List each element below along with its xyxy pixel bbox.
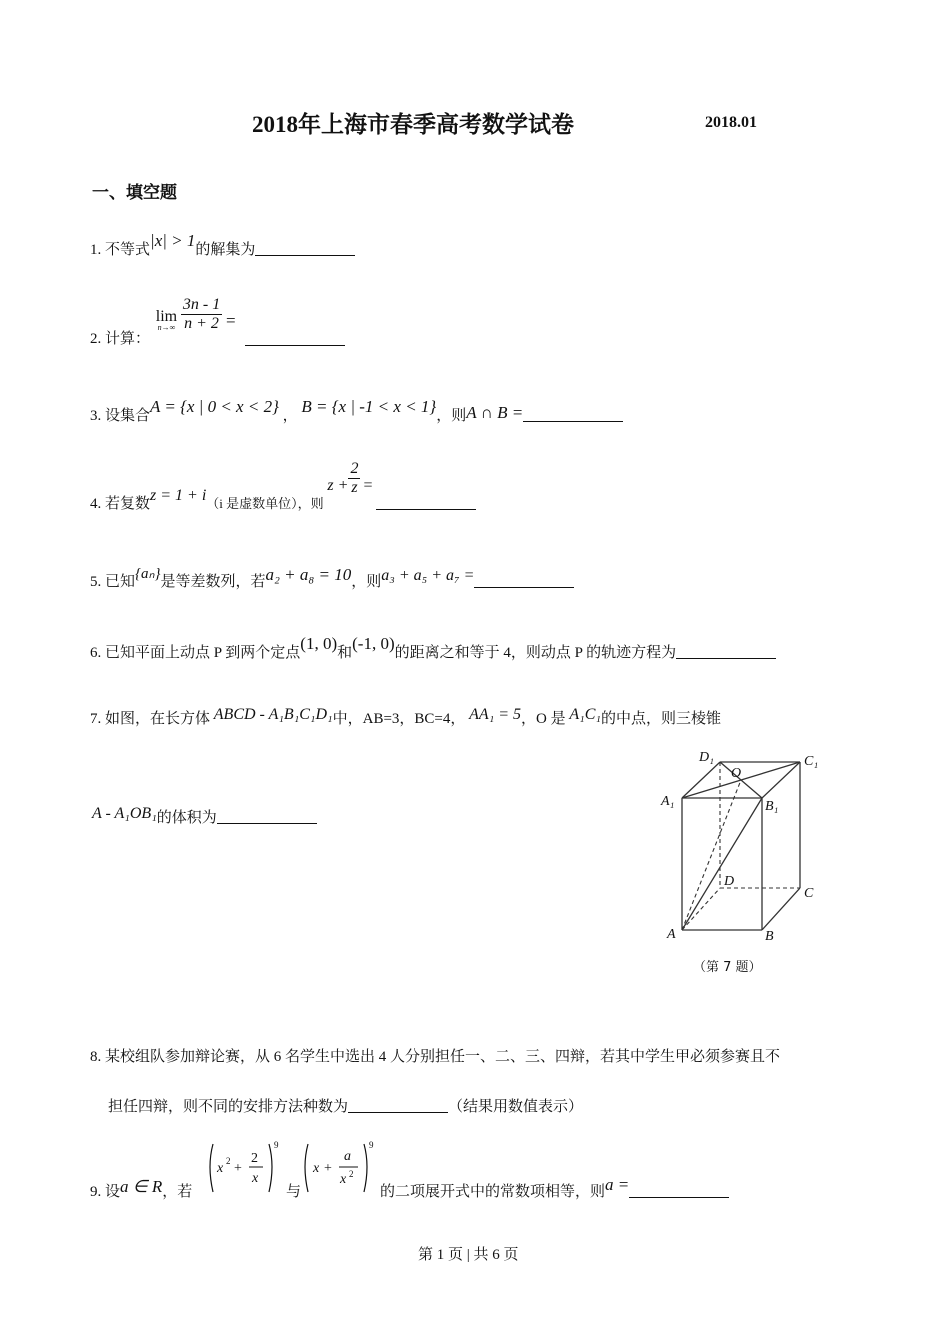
q1-expression: |x| > 1 xyxy=(150,231,196,250)
question-6: 6. 已知平面上动点 P 到两个定点(1, 0)和(-1, 0)的距离之和等于 4，则动点 P 的轨迹方程为 xyxy=(90,641,776,662)
svg-text:+: + xyxy=(234,1161,242,1176)
svg-text:x: x xyxy=(313,1161,320,1176)
pyramid-name: A - A₁OB₁ xyxy=(92,805,157,822)
set-a: A = {x | 0 < x < 2} xyxy=(150,397,279,416)
svg-text:x: x xyxy=(252,1171,259,1186)
answer-blank xyxy=(348,1098,448,1113)
a-in-r: a ∈ R xyxy=(120,1177,163,1196)
label-b1: B₁ xyxy=(765,799,779,814)
svg-text:2: 2 xyxy=(251,1151,258,1166)
label-d1: D₁ xyxy=(699,750,714,765)
answer-blank xyxy=(676,644,776,659)
label-c1: C₁ xyxy=(804,754,819,769)
answer-expr: a = xyxy=(605,1175,630,1194)
question-2: 2. 计算： lim n→∞ $\frac{3n - 1}{n + 2}$ = xyxy=(90,296,345,333)
complex-z: z = 1 + i xyxy=(150,487,207,504)
answer-blank xyxy=(376,495,476,510)
binomial-1 xyxy=(205,1136,285,1200)
question-7: 7. 如图，在长方体 ABCD - A₁B₁C₁D₁中，AB=3，BC=4， AA₁ = 5，O 是 A₁C₁的中点，则三棱锥 xyxy=(90,706,721,727)
page-title: 2018年上海市春季高考数学试卷 xyxy=(252,112,574,137)
answer-blank xyxy=(474,573,574,588)
limit-fraction: $\frac{3n - 1}{n + 2}$ xyxy=(182,296,221,332)
answer-blank xyxy=(255,241,355,256)
edge-aa1: AA₁ = 5 xyxy=(469,706,522,723)
fraction-2-over-z: $\frac{2}{z}$ xyxy=(350,460,359,496)
label-d: D xyxy=(724,874,735,889)
page-footer: 第 1 页 | 共 6 页 xyxy=(418,1247,519,1263)
set-b: B = {x | -1 < x < 1} xyxy=(301,397,437,416)
cuboid-name: ABCD - A₁B₁C₁D₁ xyxy=(213,706,333,723)
question-9-suffix: 的二项展开式中的常数项相等，则a = xyxy=(380,1180,729,1201)
answer-blank xyxy=(629,1183,729,1198)
svg-text:2: 2 xyxy=(349,1169,354,1179)
svg-text:9: 9 xyxy=(369,1140,374,1150)
intersection-expr: A ∩ B = xyxy=(466,403,524,422)
question-4: 4. 若复数z = 1 + i（i 是虚数单位），则 z + $\frac{2}{z}$ = xyxy=(90,460,476,497)
figure-caption: （第 7 题） xyxy=(693,960,762,975)
answer-blank xyxy=(523,407,623,422)
svg-text:9: 9 xyxy=(274,1140,279,1150)
sequence: {aₙ} xyxy=(135,566,161,582)
and-text: 与 xyxy=(286,1184,302,1200)
point-1: (1, 0) xyxy=(300,634,338,653)
label-a: A xyxy=(667,927,676,942)
question-9-prefix: 9. 设a ∈ R，若 xyxy=(90,1177,193,1200)
svg-text:x: x xyxy=(340,1172,347,1187)
question-8-continued: 担任四辩，则不同的安排方法种数为 （结果用数值表示） xyxy=(108,1099,584,1115)
diagonal-a1c1: A₁C₁ xyxy=(569,706,601,723)
sum-expr: a₃ + a₅ + a₇ = xyxy=(381,567,475,584)
question-5: 5. 已知{aₙ}是等差数列，若a₂ + a₈ = 10，则a₃ + a₅ + a₇ = xyxy=(90,570,574,591)
binomial-2 xyxy=(300,1136,380,1200)
answer-blank xyxy=(245,331,345,346)
cuboid-figure xyxy=(655,742,835,980)
exam-date: 2018.01 xyxy=(705,114,757,131)
condition: a₂ + a₈ = 10 xyxy=(265,565,352,584)
question-7-continued: A - A₁OB₁的体积为 xyxy=(92,806,317,827)
svg-text:2: 2 xyxy=(226,1156,231,1166)
point-2: (-1, 0) xyxy=(352,634,395,653)
svg-text:a: a xyxy=(344,1149,351,1164)
svg-text:x: x xyxy=(217,1161,224,1176)
question-3: 3. 设集合A = {x | 0 < x < 2} ， B = {x | -1 < x < 1}，则A ∩ B = xyxy=(90,404,623,425)
label-b: B xyxy=(765,929,774,944)
label-a1: A₁ xyxy=(661,794,675,809)
label-c: C xyxy=(804,886,814,901)
limit-operator: lim n→∞ xyxy=(155,308,178,332)
section-heading: 一、填空题 xyxy=(92,183,177,202)
question-8: 8. 某校组队参加辩论赛，从 6 名学生中选出 4 人分别担任一、二、三、四辩，若其中学生甲必须参赛且不 xyxy=(90,1049,781,1065)
answer-blank xyxy=(217,809,317,824)
label-o: O xyxy=(731,766,742,781)
question-1: 1. 不等式|x| > 1的解集为 xyxy=(90,238,355,259)
svg-text:+: + xyxy=(324,1161,332,1176)
